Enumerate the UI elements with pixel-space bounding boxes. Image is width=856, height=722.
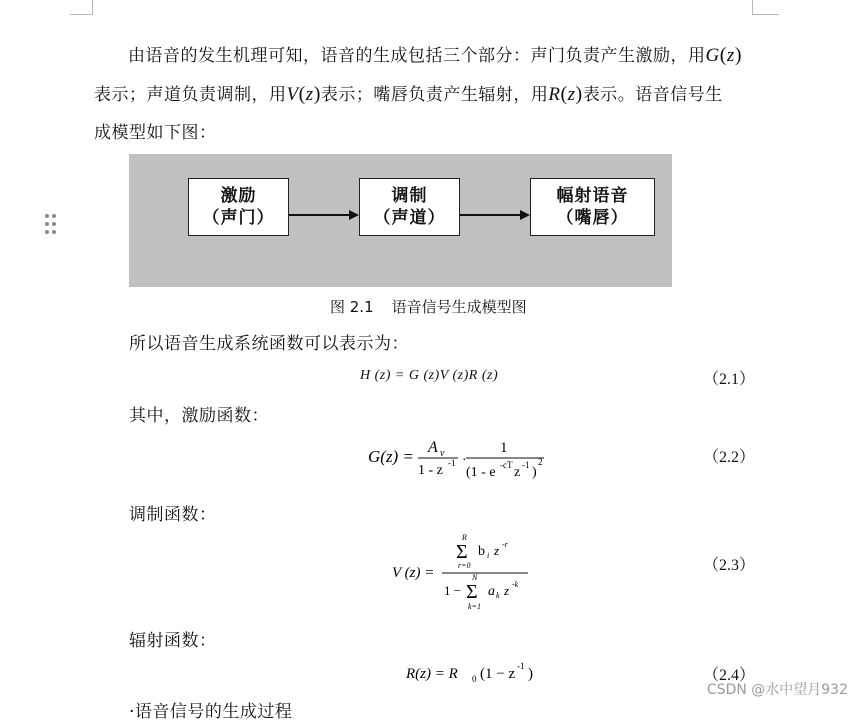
equation-number-2-2: （2.2） — [703, 449, 756, 466]
equation-2-2 — [360, 432, 560, 488]
page-corner-mark-left — [70, 0, 93, 15]
symbol-z: z — [726, 45, 735, 66]
block-modulation-title: 调制 — [391, 186, 428, 206]
equation-2-4 — [400, 656, 550, 688]
eq2-square: 2 — [538, 457, 543, 467]
equation-2-1: H (z) = G (z)V (z)R (z) — [360, 368, 499, 383]
eq2-denominator-1: 1 - z — [418, 463, 443, 478]
symbol-G: G — [705, 45, 720, 66]
caption-number: 图 2.1 — [330, 298, 374, 316]
intro-line-2c: 表示。语音信号生 — [582, 85, 723, 105]
caption-text: 语音信号生成模型图 — [391, 298, 527, 316]
csdn-watermark: CSDN @水中望月932 — [706, 682, 848, 698]
eq3-sum-bottom: Σ — [466, 581, 478, 603]
figure-caption — [330, 296, 550, 317]
equation-2-3 — [390, 530, 550, 616]
text-excitation-function: 其中，激励函数： — [129, 406, 269, 426]
eq3-top-b: b — [478, 544, 485, 559]
eq3-sum-upper: R — [462, 533, 467, 542]
block-radiation-title: 幅射语音 — [556, 186, 629, 206]
intro-line-2a: 表示；声道负责调制，用 — [94, 85, 287, 105]
text-radiation-function: 辐射函数： — [129, 631, 217, 651]
block-excitation-title: 激励 — [220, 186, 257, 206]
eq3-top-z: z — [494, 543, 500, 558]
block-modulation-sub: （声道） — [373, 208, 446, 228]
eq2-dot: · — [462, 453, 467, 468]
arrow-1-head — [349, 210, 359, 220]
eq3-lhs: V (z) = — [392, 565, 435, 581]
block-excitation-sub: （声门） — [202, 208, 275, 228]
eq3-bottom-lower: k=1 — [468, 602, 481, 611]
drag-handle-icon[interactable] — [44, 214, 58, 236]
eq3-bottom-upper: N — [472, 573, 478, 582]
intro-line-3: 成模型如下图： — [94, 123, 217, 143]
intro-line-2b: 表示；嘴唇负责产生辐射，用 — [320, 85, 549, 105]
text-system-function: 所以语音生成系统函数可以表示为： — [129, 334, 409, 354]
eq3-bottom-z: z — [504, 583, 510, 598]
eq3-bottom-sub: k — [496, 591, 500, 600]
eq2-numerator-2: 1 — [500, 440, 508, 456]
eq2-denominator-2a: (1 - e — [466, 465, 496, 480]
page-corner-mark-right — [752, 0, 779, 15]
eq3-top-sub: i — [487, 551, 490, 560]
intro-paragraph: 由语音的发生机理可知，语音的生成包括三个部分：声门负责产生激励，用G(z) 表示；声道负责调制，用V(z)表示；嘴唇负责产生辐射，用R(z)表示。语音信号生 成模型如下图： — [94, 44, 742, 143]
eq2-exponent-2: -cT — [500, 460, 513, 470]
block-radiation-sub: （嘴唇） — [556, 208, 629, 228]
intro-line-1: 由语音的发生机理可知，语音的生成包括三个部分：声门负责产生激励，用 — [128, 46, 706, 66]
eq2-lhs: G(z) = — [368, 447, 414, 466]
eq2-subscript-v: v — [440, 448, 445, 459]
eq4-close-paren: ) — [528, 666, 533, 682]
eq3-bottom-a: a — [488, 584, 495, 599]
eq2-denominator-2c: ) — [532, 465, 537, 480]
symbol-V: V — [286, 84, 299, 105]
eq2-exponent-3: -1 — [522, 460, 530, 470]
speech-model-figure — [129, 154, 672, 287]
eq3-sum-lower: r=0 — [458, 561, 471, 570]
eq2-denominator-2b: z — [514, 465, 521, 480]
eq3-bottom-exp: -k — [512, 580, 519, 589]
eq4-rhs: (1 − z — [480, 666, 516, 682]
flow-arrows — [129, 154, 672, 287]
equation-number-2-4: （2.4） — [703, 667, 756, 684]
symbol-R: R — [548, 84, 561, 105]
text-partial-cutoff: ·语音信号的生成过程 — [129, 702, 293, 722]
eq3-top-exp: -r — [502, 540, 508, 549]
equation-number-2-3: （2.3） — [703, 557, 756, 574]
eq4-subscript: 0 — [472, 674, 477, 684]
text-modulation-function: 调制函数： — [129, 505, 217, 525]
eq4-exponent: -1 — [517, 661, 525, 671]
eq2-exponent-1: -1 — [448, 458, 456, 468]
eq2-numerator-a: A — [428, 439, 438, 456]
eq4-lhs: R(z) = R — [406, 666, 458, 682]
equation-number-2-1: （2.1） — [703, 371, 756, 388]
eq3-sum-top: Σ — [456, 541, 468, 563]
symbol-z: z — [567, 84, 576, 105]
eq3-bottom-one: 1 − — [444, 583, 462, 598]
symbol-z: z — [305, 84, 314, 105]
arrow-2-head — [520, 210, 530, 220]
